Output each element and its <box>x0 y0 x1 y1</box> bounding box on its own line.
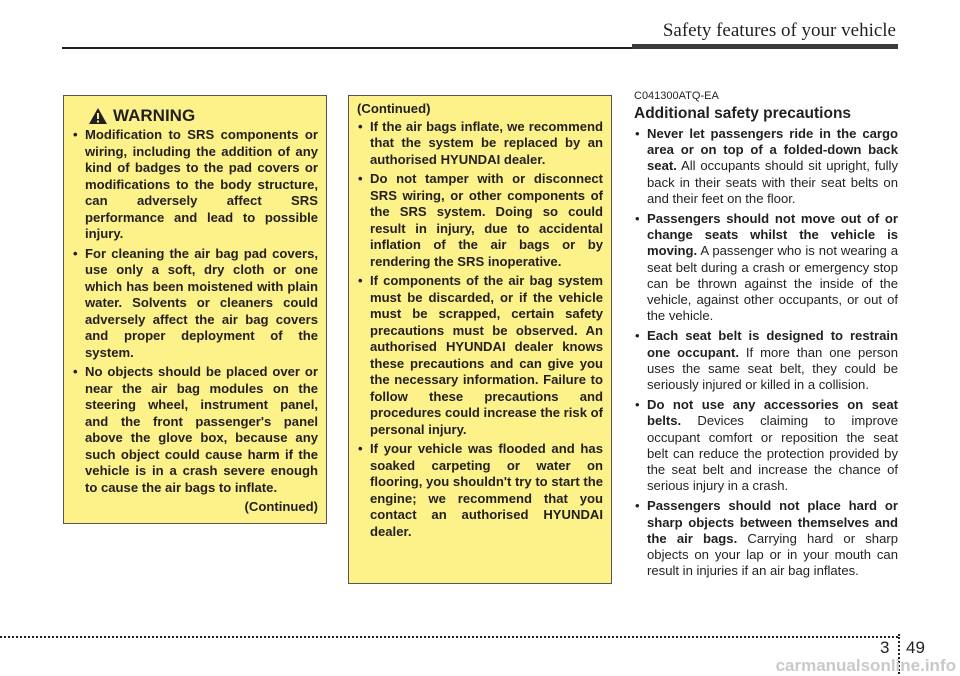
precaution-item <box>634 211 898 324</box>
page-header-title: Safety features of your vehicle <box>662 20 896 41</box>
section-title: Additional safety precautions <box>634 105 852 122</box>
section-code: C041300ATQ-EA <box>634 90 719 102</box>
warning-heading <box>88 107 318 125</box>
warning-item: • Modification to SRS components or wiring, including the addition of any kind of badges to the pad covers or modifications to the body structure, can adversely affect SRS performance and lead to possible injury. <box>72 127 318 243</box>
continued-label: (Continued) <box>244 499 318 514</box>
precaution-lead: Never let passengers ride in the cargo area or on top of a folded-down back seat. <box>647 126 898 174</box>
precaution-item <box>634 397 898 494</box>
warning-list <box>357 119 603 541</box>
continued-heading: (Continued) <box>357 101 431 116</box>
precaution-lead: Each seat belt is designed to restrain one occupant. <box>647 328 898 360</box>
precaution-lead: Do not use any accessories on seat belts. <box>647 397 898 429</box>
warning-box <box>63 95 327 524</box>
warning-title: WARNING <box>113 105 196 125</box>
precaution-body: A passenger who is not wearing a seat belt during a crash or emergency stop can be thrown against the inside of the vehicle, against other occupants, or out of the vehicle. <box>647 243 898 324</box>
precaution-body: All occupants should sit upright, fully back in their seats with their seat belts on and their feet on the floor. <box>647 158 898 206</box>
precaution-body: Carrying hard or sharp objects on your lap or in your mouth can result in injuries if an air bag inflates. <box>647 530 898 579</box>
additional-precautions-section <box>634 90 898 583</box>
warning-item: • If the air bags inflate, we recommend that the system be replaced by an authorised HYUNDAI dealer. <box>357 119 603 169</box>
precaution-list <box>634 126 898 579</box>
header-rule-accent <box>632 44 898 49</box>
warning-list <box>72 127 318 496</box>
warning-item: • For cleaning the air bag pad covers, use only a soft, dry cloth or one which has been moistened with plain water. Solvents or cleaners could adversely affect the air bag covers and proper deployment of the system. <box>72 246 318 362</box>
precaution-item <box>634 498 898 579</box>
precaution-item <box>634 328 898 393</box>
warning-item: • No objects should be placed over or near the air bag modules on the steering wheel, instrument panel, and the front passenger's panel above the glove box, because any such object could cause harm if the vehicle is in a crash severe enough to cause the air bags to inflate. <box>72 364 318 496</box>
page-number: 49 <box>906 638 925 657</box>
precaution-item <box>634 126 898 207</box>
warning-triangle-icon <box>88 107 108 125</box>
precaution-lead: Passengers should not place hard or sharp objects between themselves and the air bags. <box>647 498 898 546</box>
watermark: carmanualsonline.info <box>775 656 956 675</box>
section-number: 3 <box>880 638 890 657</box>
precaution-body: If more than one person uses the same seat belt, they could be seriously injured or killed in a collision. <box>647 344 898 393</box>
footer-rule <box>0 636 898 638</box>
warning-item: • Do not tamper with or disconnect SRS wiring, or other components of the SRS system. Doing so could result in injury, due to accidental inflation of the air bags or by rendering the SRS inoperative. <box>357 171 603 270</box>
precaution-lead: Passengers should not move out of or change seats whilst the vehicle is moving. <box>647 211 898 259</box>
warning-item: • If components of the air bag system must be discarded, or if the vehicle must be scrapped, certain safety precautions must be observed. An authorised HYUNDAI dealer knows these precautions and can give you the necessary information. Failure to follow these precautions and procedures could increase the risk of personal injury. <box>357 273 603 438</box>
warning-item: • If your vehicle was flooded and has soaked carpeting or water on flooring, you shouldn't try to start the engine; we recommend that you contact an authorised HYUNDAI dealer. <box>357 441 603 540</box>
warning-box-continued <box>348 95 612 584</box>
precaution-body: Devices claiming to improve occupant comfort or reposition the seat belt can reduce the protection provided by the seat belt and increase the chance of serious injury in a crash. <box>647 413 898 494</box>
